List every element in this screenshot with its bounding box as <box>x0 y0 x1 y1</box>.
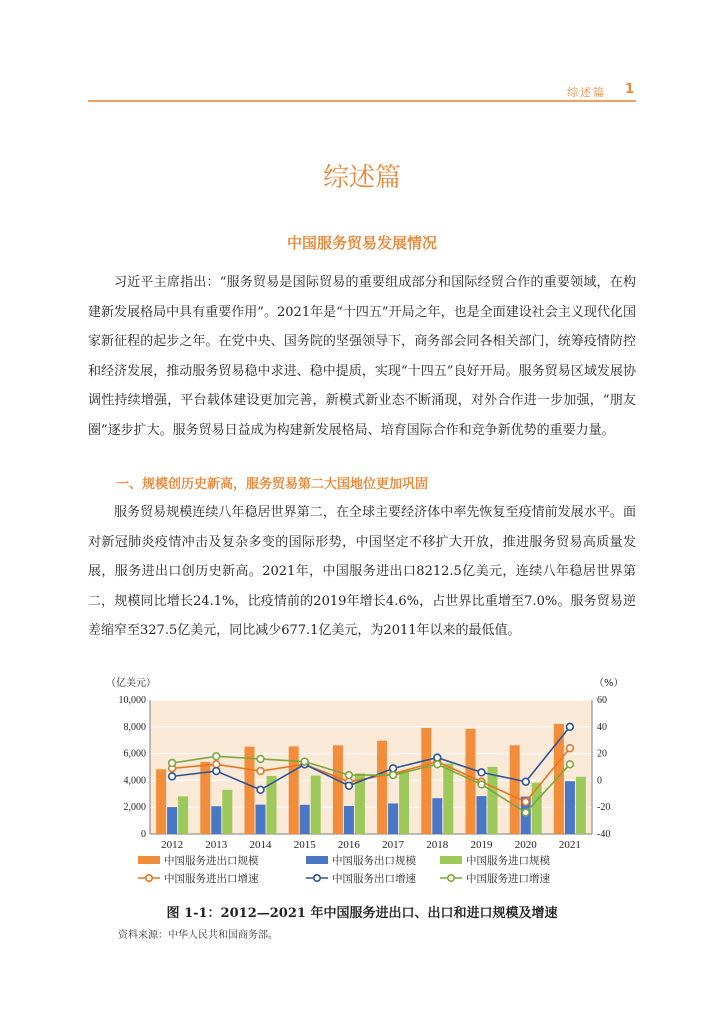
legend-label: 中国服务出口规模 <box>332 855 416 867</box>
x-tick-label: 2013 <box>205 839 228 851</box>
x-tick-label: 2014 <box>249 839 272 851</box>
bar <box>421 728 431 834</box>
line-point <box>390 765 397 772</box>
y-right-tick-label: 0 <box>597 775 602 787</box>
bar <box>399 771 409 834</box>
bar <box>510 745 520 834</box>
bar <box>289 746 299 834</box>
bar <box>388 803 398 834</box>
y-left-tick-label: 6,000 <box>123 748 146 760</box>
body-paragraph: 服务贸易规模连续八年稳居世界第二，在全球主要经济体中率先恢复至疫情前发展水平。面对新冠肺炎疫情冲击及复杂多变的国际形势，中国坚定不移扩大开放，推进服务贸易高质量发展，服务进出口创历史新高。2021年，中国服务进出口8212.5亿美元，连续八年稳居世界第二，规模同比增长24.1%，比疫情前的2019年增长4.6%，占世界比重增至7.0%。服务贸易逆差缩窄至327.5亿美元，同比减少677.1亿美元，为2011年以来的最低值。 <box>88 505 636 638</box>
line-point <box>257 768 264 775</box>
bar <box>222 790 232 834</box>
legend-swatch <box>306 856 328 864</box>
y-right-tick-label: 40 <box>597 721 607 733</box>
x-tick-label: 2020 <box>514 839 537 851</box>
legend-marker <box>314 875 320 881</box>
intro-paragraph: 习近平主席指出：“服务贸易是国际贸易的重要组成部分和国际经贸合作的重要领域，在构建新发展格局中具有重要作用”。2021年是“十四五”开局之年，也是全面建设社会主义现代化国家新征程的起步之年。在党中央、国务院的坚强领导下，商务部会同各相关部门，统筹疫情防控和经济发展，推动服务贸易稳中求进、稳中提质，实现“十四五”良好开局。服务贸易区域发展协调性持续增强，平台载体建设更加完善，新模式新业态不断涌现，对外合作进一步加强，“朋友圈”逐步扩大。服务贸易日益成为构建新发展格局、培育国际合作和竞争新优势的重要力量。 <box>88 275 636 438</box>
line-point <box>434 761 441 768</box>
bar <box>178 796 188 834</box>
x-tick-label: 2019 <box>470 839 493 851</box>
figure-caption: 图 1-1：2012—2021 年中国服务进出口、出口和进口规模及增速 <box>166 906 558 921</box>
page-number: 1 <box>624 82 634 97</box>
legend-label: 中国服务进口增速 <box>466 873 550 885</box>
x-tick-label: 2012 <box>161 839 184 851</box>
y-left-tick-label: 2,000 <box>123 802 146 814</box>
bar <box>565 781 575 834</box>
line-point <box>257 756 264 763</box>
bar <box>167 807 177 834</box>
y-left-tick-label: 8,000 <box>123 721 146 733</box>
subsection-heading: 一、规模创历史新高，服务贸易第二大国地位更加巩固 <box>116 477 429 492</box>
y-right-tick-label: 60 <box>597 695 607 706</box>
legend-marker <box>448 875 454 881</box>
line-point <box>169 760 176 767</box>
bar <box>432 798 442 834</box>
bar <box>377 741 387 834</box>
bar <box>488 767 498 834</box>
section-title: 中国服务贸易发展情况 <box>286 234 437 252</box>
y-left-tick-label: 4,000 <box>123 775 146 787</box>
bar <box>211 806 221 834</box>
line-point <box>434 754 441 761</box>
legend-label: 中国服务出口增速 <box>332 873 416 885</box>
legend-swatch <box>440 856 462 864</box>
y-left-axis-label: （亿美元） <box>106 678 156 689</box>
line-point <box>301 758 308 765</box>
y-left-tick-label: 10,000 <box>118 695 146 706</box>
line-point <box>478 769 485 776</box>
line-point <box>257 786 264 793</box>
bar <box>300 805 310 834</box>
bar <box>344 806 354 834</box>
x-tick-label: 2016 <box>337 839 360 851</box>
line-point <box>522 798 529 805</box>
chapter-title: 综述篇 <box>322 163 401 193</box>
bar <box>443 764 453 834</box>
running-header <box>88 80 636 102</box>
line-point <box>213 761 220 768</box>
line-point <box>346 782 353 789</box>
source-note: 资料来源：中华人民共和国商务部。 <box>118 930 278 941</box>
header-section: 综述篇 <box>567 86 606 99</box>
y-left-tick-label: 0 <box>141 829 146 840</box>
legend-swatch <box>138 856 160 864</box>
line-point <box>522 778 529 785</box>
x-tick-label: 2017 <box>382 839 405 851</box>
header-rule <box>88 100 636 102</box>
bar <box>256 805 266 834</box>
bar <box>576 777 586 834</box>
bar <box>311 776 321 834</box>
line-point <box>478 781 485 788</box>
x-tick-label: 2018 <box>426 839 449 851</box>
y-right-tick-label: 20 <box>597 748 607 760</box>
line-point <box>213 768 220 775</box>
line-point <box>567 723 574 730</box>
legend-marker <box>146 875 152 881</box>
legend-label: 中国服务进出口规模 <box>164 855 259 867</box>
line-point <box>346 772 353 779</box>
bar <box>245 747 255 834</box>
bar <box>477 796 487 834</box>
y-right-tick-label: -40 <box>597 829 611 840</box>
y-right-tick-label: -20 <box>597 802 611 814</box>
line-point <box>169 773 176 780</box>
x-tick-label: 2015 <box>293 839 316 851</box>
line-point <box>213 753 220 760</box>
trade-chart <box>100 676 640 890</box>
x-tick-label: 2021 <box>558 839 581 851</box>
legend-label: 中国服务进出口增速 <box>164 873 259 885</box>
line-point <box>567 761 574 768</box>
bar <box>333 745 343 834</box>
bar <box>156 769 166 834</box>
legend-label: 中国服务进口规模 <box>466 855 550 867</box>
bar <box>532 783 542 834</box>
y-right-axis-label: （%） <box>594 678 624 689</box>
line-point <box>390 772 397 779</box>
line-point <box>567 745 574 752</box>
line-point <box>522 809 529 816</box>
